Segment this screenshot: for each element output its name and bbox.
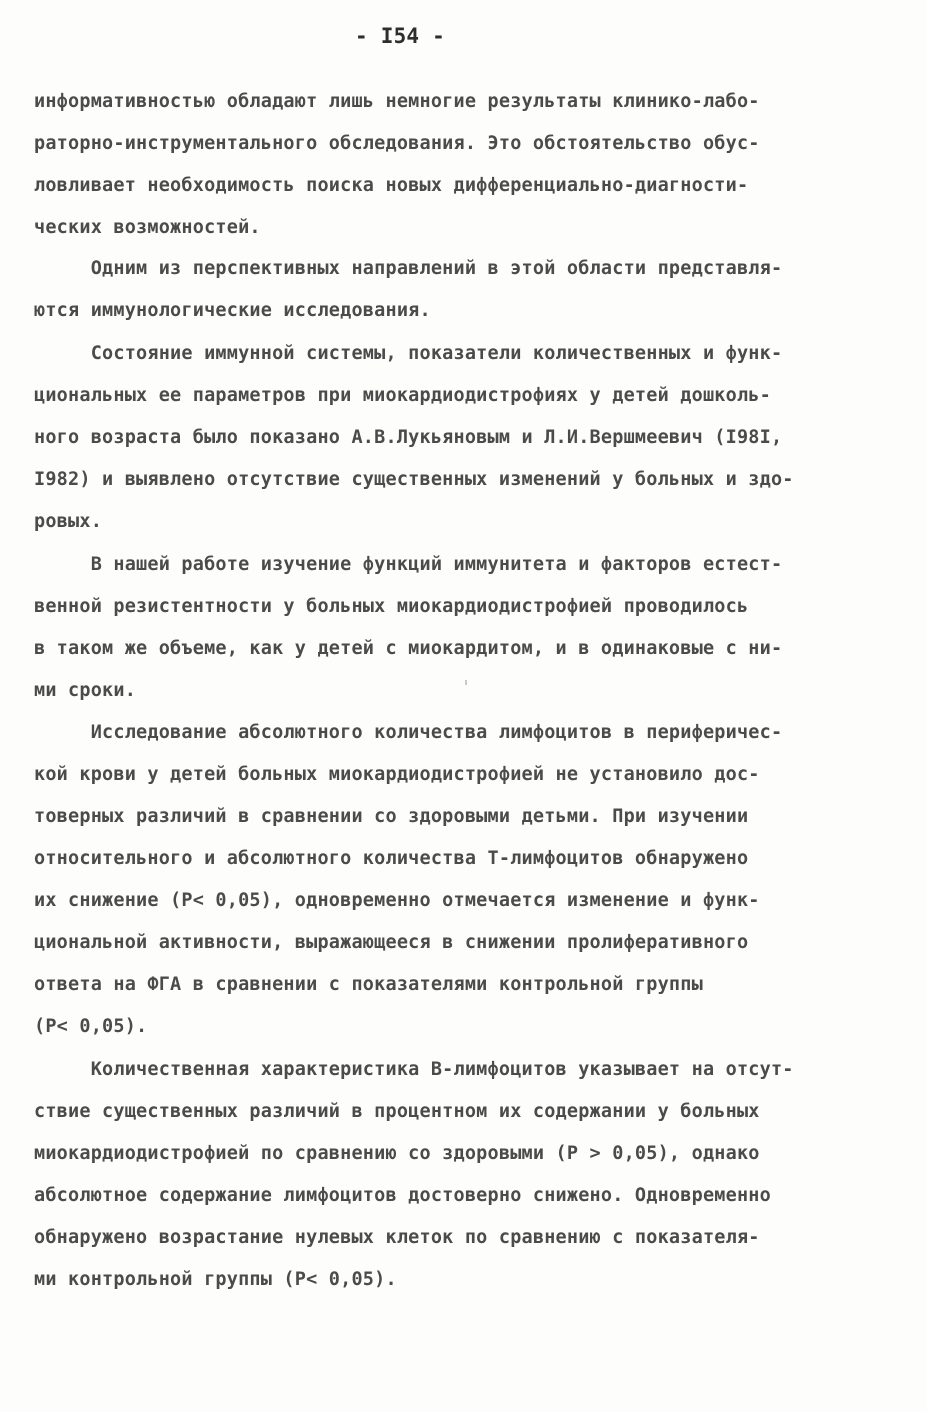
text-line: раторно-инструментального обследования. Это обстоятельство обус- [34, 133, 760, 154]
text-line: В нашей работе изучение функций иммунитета и факторов естест- [34, 554, 783, 575]
text-line: относительного и абсолютного количества Т-лимфоцитов обнаружено [34, 848, 749, 869]
text-line: I982) и выявлено отсутствие существенных изменений у больных и здо- [34, 469, 794, 490]
text-line: миокардиодистрофией по сравнению со здоровыми (P > 0,05), однако [34, 1143, 760, 1164]
text-line: ровых. [34, 511, 103, 532]
scan-speck [465, 680, 467, 685]
text-line: абсолютное содержание лимфоцитов достоверно снижено. Одновременно [34, 1185, 771, 1206]
text-line: кой крови у детей больных миокардиодистрофией не установило дос- [34, 764, 760, 785]
text-line: товерных различий в сравнении со здоровыми детьми. При изучении [34, 806, 749, 827]
text-line: ми сроки. [34, 680, 137, 701]
text-line: ного возраста было показано А.В.Лукьяновым и Л.И.Вершмеевич (I98I, [34, 427, 783, 448]
text-line: венной резистентности у больных миокардиодистрофией проводилось [34, 596, 749, 617]
text-line: обнаружено возрастание нулевых клеток по сравнению с показателя- [34, 1227, 760, 1248]
text-line: в таком же объеме, как у детей с миокардитом, и в одинаковые с ни- [34, 638, 783, 659]
text-line: ми контрольной группы (P< 0,05). [34, 1269, 397, 1290]
text-line: ются иммунологические исследования. [34, 300, 431, 321]
text-line: Количественная характеристика В-лимфоцитов указывает на отсут- [34, 1059, 794, 1080]
text-line: ответа на ФГА в сравнении с показателями контрольной группы [34, 974, 703, 995]
text-line: Одним из перспективных направлений в этой области представля- [34, 258, 783, 279]
text-line: Исследование абсолютного количества лимфоцитов в периферичес- [34, 722, 783, 743]
text-line: информативностью обладают лишь немногие результаты клинико-лабо- [34, 91, 760, 112]
text-line: циональных ее параметров при миокардиодистрофиях у детей дошколь- [34, 385, 771, 406]
text-line: ствие существенных различий в процентном их содержании у больных [34, 1101, 760, 1122]
text-line: Состояние иммунной системы, показатели количественных и функ- [34, 343, 783, 364]
text-line: (P< 0,05). [34, 1016, 148, 1037]
text-line: ловливает необходимость поиска новых дифференциально-диагности- [34, 175, 749, 196]
text-line: циональной активности, выражающееся в снижении пролиферативного [34, 932, 749, 953]
text-line: их снижение (P< 0,05), одновременно отмечается изменение и функ- [34, 890, 760, 911]
text-line: ческих возможностей. [34, 217, 261, 238]
page-number: - I54 - [355, 24, 445, 48]
